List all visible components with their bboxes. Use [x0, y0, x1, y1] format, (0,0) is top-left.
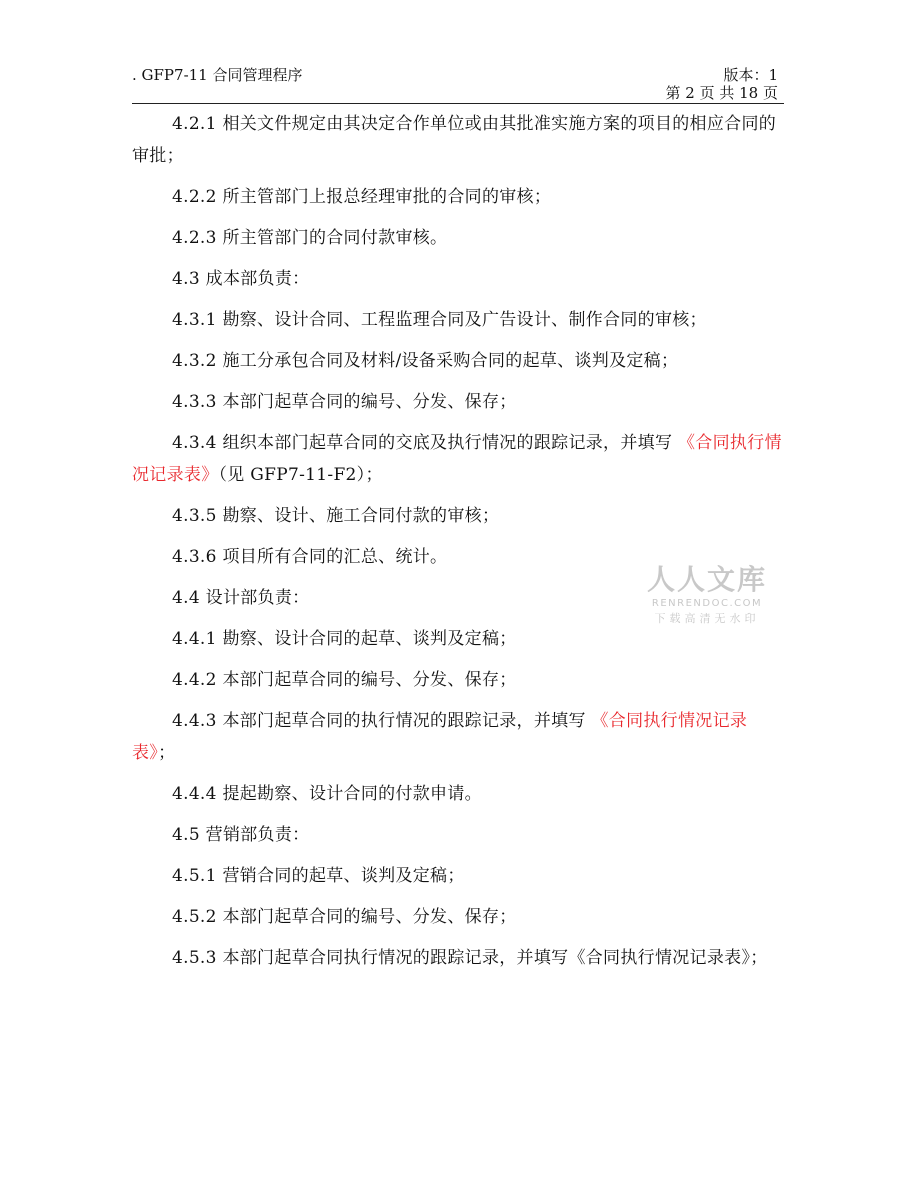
- document-body: [132, 108, 787, 983]
- form-reference: 《合同执行情况记录表》: [132, 711, 748, 763]
- paragraph-text: ；: [158, 743, 176, 763]
- paragraph-text: 4.2.3 所主管部门的合同付款审核。: [172, 228, 448, 248]
- paragraph: [132, 181, 787, 213]
- page-number: 第 2 页 共 18 页: [665, 84, 778, 102]
- paragraph: [132, 860, 787, 892]
- paragraph: [132, 386, 787, 418]
- paragraph-text: 4.2.2 所主管部门上报总经理审批的合同的审核；: [172, 187, 552, 207]
- paragraph-text: （见 GFP7-11-F2）；: [218, 465, 383, 485]
- header-divider: [132, 103, 784, 104]
- paragraph: [132, 304, 787, 336]
- watermark-slogan: 下载高清无水印: [654, 612, 760, 625]
- watermark: [640, 563, 774, 627]
- paragraph: [132, 500, 787, 532]
- paragraph-text: 4.3.3 本部门起草合同的编号、分发、保存；: [172, 392, 517, 412]
- paragraph-text: 4.4.2 本部门起草合同的编号、分发、保存；: [172, 670, 517, 690]
- paragraph: [132, 664, 787, 696]
- paragraph-text: 4.5.1 营销合同的起草、谈判及定稿；: [172, 866, 465, 886]
- watermark-url: RENRENDOC.COM: [651, 598, 763, 609]
- document-title: . GFP7-11 合同管理程序: [132, 66, 303, 84]
- watermark-title: 人人文库: [646, 563, 767, 596]
- paragraph: [132, 901, 787, 933]
- paragraph: [132, 819, 787, 851]
- paragraph-text: 4.5.2 本部门起草合同的编号、分发、保存；: [172, 907, 517, 927]
- paragraph-text: 4.3.4 组织本部门起草合同的交底及执行情况的跟踪记录，并填写: [172, 433, 678, 453]
- paragraph-text: 4.5.3 本部门起草合同执行情况的跟踪记录，并填写《合同执行情况记录表》；: [172, 948, 768, 968]
- paragraph-text: 4.3.2 施工分承包合同及材料/设备采购合同的起草、谈判及定稿；: [172, 351, 679, 371]
- paragraph: [132, 623, 787, 655]
- paragraph: [132, 345, 787, 377]
- paragraph: [132, 263, 787, 295]
- version-label: 版本：1: [723, 66, 778, 84]
- paragraph-text: 4.4.3 本部门起草合同的执行情况的跟踪记录，并填写: [172, 711, 592, 731]
- paragraph-text: 4.3.6 项目所有合同的汇总、统计。: [172, 547, 448, 567]
- paragraph: [132, 705, 787, 769]
- paragraph-text: 4.2.1 相关文件规定由其决定合作单位或由其批准实施方案的项目的相应合同的审批；: [132, 114, 777, 166]
- paragraph: [132, 778, 787, 810]
- paragraph-text: 4.4.4 提起勘察、设计合同的付款申请。: [172, 784, 482, 804]
- paragraph-text: 4.3.1 勘察、设计合同、工程监理合同及广告设计、制作合同的审核；: [172, 310, 707, 330]
- paragraph-text: 4.3 成本部负责：: [172, 269, 310, 289]
- paragraph-text: 4.4 设计部负责：: [172, 588, 310, 608]
- paragraph: [132, 222, 787, 254]
- paragraph-text: 4.3.5 勘察、设计、施工合同付款的审核；: [172, 506, 500, 526]
- paragraph-text: 4.4.1 勘察、设计合同的起草、谈判及定稿；: [172, 629, 517, 649]
- paragraph: [132, 108, 787, 172]
- form-reference: 《合同执行情况记录表》: [132, 433, 782, 485]
- paragraph: [132, 427, 787, 491]
- paragraph-text: 4.5 营销部负责：: [172, 825, 310, 845]
- paragraph: [132, 942, 787, 974]
